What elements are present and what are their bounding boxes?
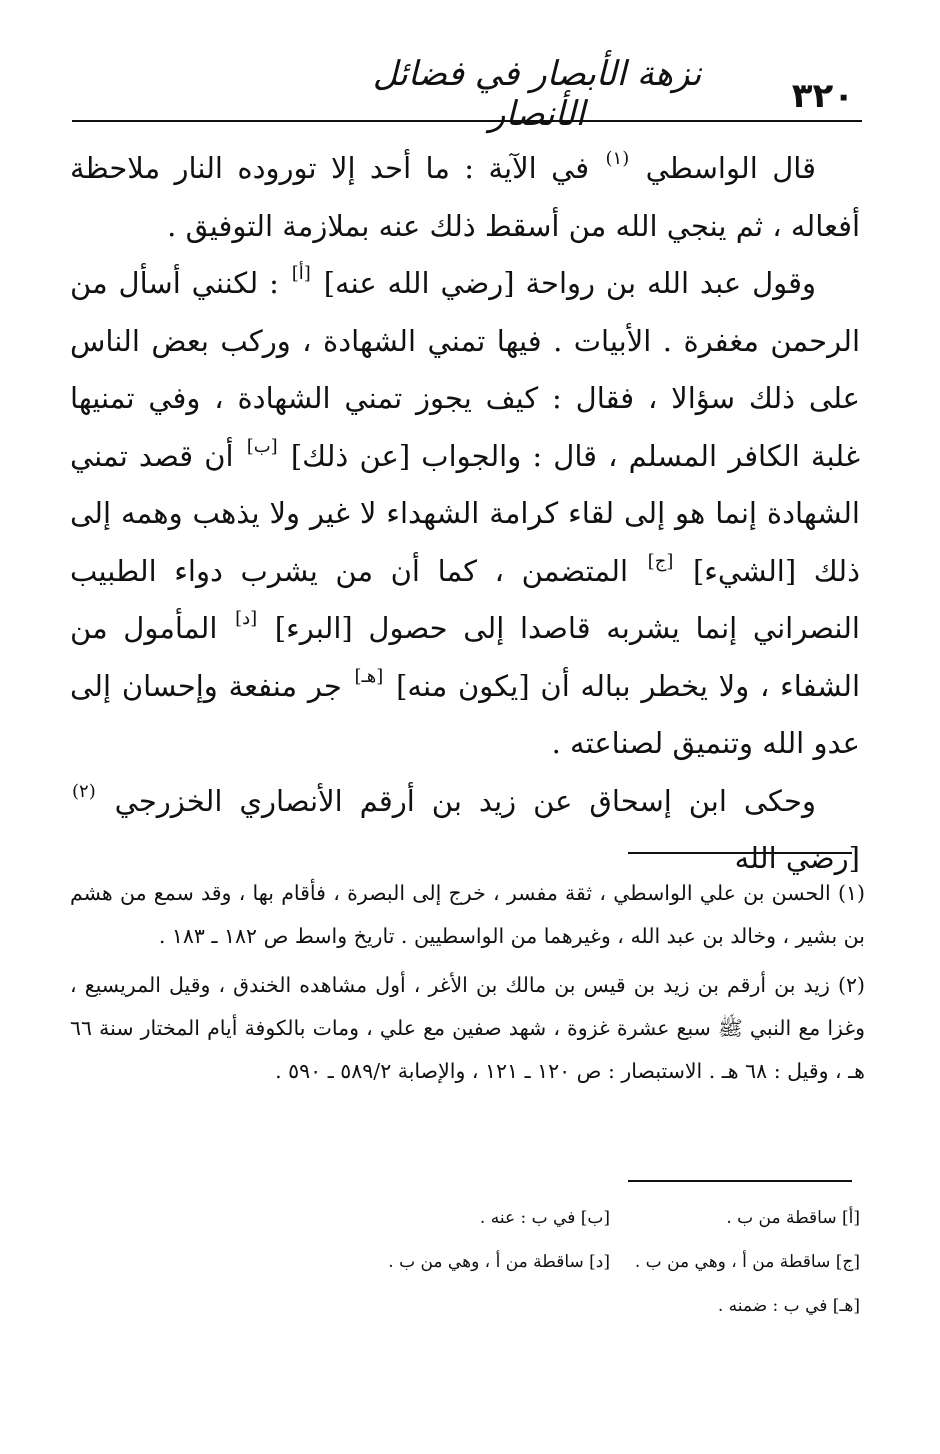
- text-run: وحكى ابن إسحاق عن زيد بن أرقم الأنصاري الخزرجي: [97, 783, 816, 818]
- note-marker: [أ]: [291, 263, 311, 284]
- footnote-separator: [628, 852, 852, 854]
- page-header: [72, 48, 862, 134]
- text-run: قال الواسطي: [631, 151, 816, 185]
- text-run: المتضمن ، كما أن من يشرب دواء الطبيب النصراني إنما يشربه قاصدا إلى حصول [البرء]: [70, 553, 860, 645]
- variants-row: [70, 1240, 860, 1284]
- footnotes: [70, 872, 865, 1093]
- text-run: أن قصد تمني الشهادة إنما هو إلى لقاء كرامة الشهداء لا غير ولا يذهب وهمه إلى ذلك [الشيء]: [70, 438, 860, 588]
- text-run: [رضي الله: [734, 841, 860, 875]
- text-run: جر منفعة وإحسان إلى عدو الله وتنميق لصناعته .: [70, 668, 860, 760]
- variants-row: [70, 1196, 860, 1240]
- header-rule: [72, 120, 862, 122]
- variant-note-c: [ج] ساقطة من أ ، وهي من ب .: [634, 1252, 860, 1272]
- text-run: في الآية : ما أحد إلا توروده النار ملاحظة أفعاله ، ثم ينجي الله من أسقط ذلك عنه بملازمة التوفيق .: [70, 151, 860, 243]
- body-paragraph: [70, 140, 860, 255]
- variants-row: [70, 1284, 860, 1328]
- main-text: [70, 140, 860, 888]
- variant-note-d: [د] ساقطة من أ ، وهي من ب .: [388, 1252, 610, 1272]
- footnote-1: (١) الحسن بن علي الواسطي ، ثقة مفسر ، خرج إلى البصرة ، فأقام بها ، وقد سمع من هشم بن بشير ، وخالد بن عبد الله ، وغيرهما من الواسطيين . تاريخ واسط ص ١٨٢ ـ ١٨٣ .: [70, 881, 865, 948]
- note-marker: [د]: [235, 608, 258, 629]
- manuscript-variants: [70, 1196, 860, 1328]
- note-marker: [ج]: [647, 550, 674, 572]
- text-run: وقول عبد الله بن رواحة [رضي الله عنه]: [312, 266, 816, 300]
- variant-note-b: [ب] في ب : عنه .: [479, 1208, 610, 1228]
- variant-note-e: [هـ] في ب : ضمنه .: [717, 1296, 860, 1316]
- body-paragraph: [70, 773, 860, 888]
- note-marker: (١): [605, 148, 630, 169]
- note-marker: [هـ]: [354, 665, 384, 687]
- text-run: المأمول من الشفاء ، ولا يخطر بباله أن [يكون منه]: [70, 611, 860, 703]
- note-marker: [ب]: [246, 435, 278, 457]
- text-run: : لكنني أسأل من الرحمن مغفرة . الأبيات . فيها تمني الشهادة ، وركب بعض الناس على ذلك سؤالا ، فقال : كيف يجوز تمني الشهادة ، وفي تمنيها غلبة الكافر المسلم ، قال : والجواب [عن ذلك]: [70, 266, 860, 473]
- variants-separator: [628, 1180, 852, 1182]
- page-number: ٣٢٠: [791, 76, 854, 116]
- footnote-2: (٢) زيد بن أرقم بن زيد بن قيس بن مالك بن الأغر ، أول مشاهده الخندق ، وقيل المريسيع ، وغزا مع النبي ﷺ سبع عشرة غزوة ، شهد صفين مع علي ، ومات بالكوفة أيام المختار سنة ٦٦ هـ ، وقيل : ٦٨ هـ . الاستبصار : ص ١٢٠ ـ ١٢١ ، والإصابة ٥٨٩/٢ ـ ٥٩٠ .: [70, 973, 865, 1083]
- variant-note-a: [أ] ساقطة من ب .: [726, 1208, 860, 1228]
- note-marker: (٢): [72, 780, 96, 802]
- body-paragraph: [70, 255, 860, 773]
- running-title: نزهة الأبصار في فضائل الأنصار: [372, 54, 702, 134]
